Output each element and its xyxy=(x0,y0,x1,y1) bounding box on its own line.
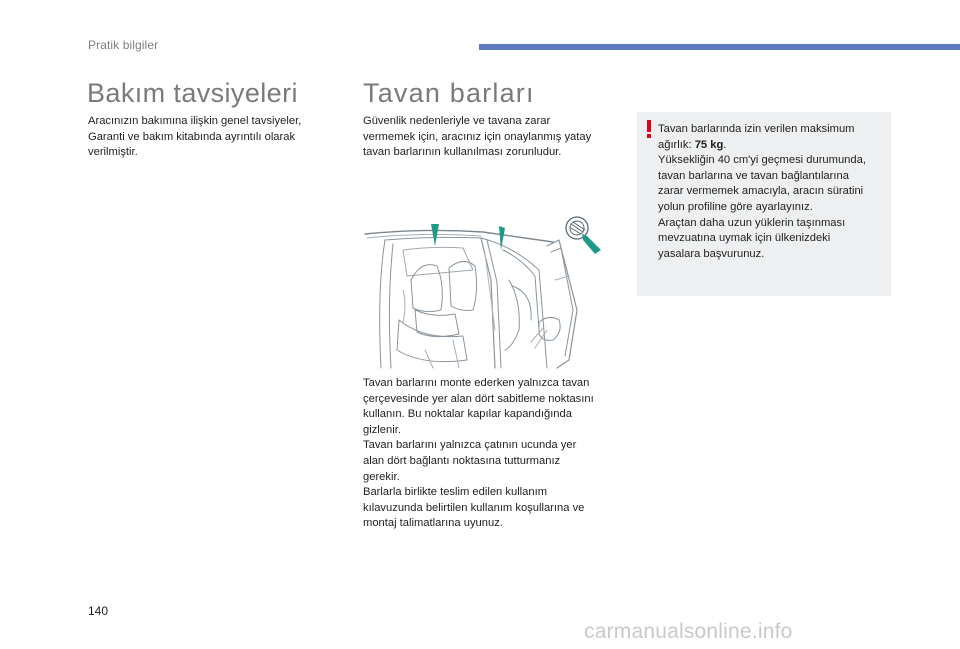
notice-rest: Yüksekliğin 40 cm'yi geçmesi durumunda, tavan barlarına ve tavan bağlantılarına zarar vermemek amacıyla, aracın süratini yolun profiline göre ayarlayınız. Araçtan daha uzun yüklerin taşınması mevzuatına uymak için ülkenizdeki yasalara başvurunuz. xyxy=(658,154,866,260)
notice-weight-end: . xyxy=(723,138,727,151)
warning-notice-text xyxy=(658,122,888,262)
section-header-bar xyxy=(479,44,960,50)
notice-weight-value: 75 kg xyxy=(694,138,724,151)
notice-line-1: Tavan barlarında izin verilen maksimum xyxy=(658,123,855,135)
warning-icon xyxy=(647,120,651,138)
page-number: 140 xyxy=(88,604,109,618)
roof-bars-intro-text: Güvenlik nedenleriyle ve tavana zarar vermemek için, aracınız için onaylanmış yatay tavan barlarının kullanılması zorunludur. xyxy=(363,115,592,159)
title-maintenance-advice: Bakım tavsiyeleri xyxy=(87,78,298,108)
title-roof-bars: Tavan barları xyxy=(363,78,535,108)
roof-bars-illustration xyxy=(363,210,613,370)
notice-weight-label: ağırlık: xyxy=(658,138,695,151)
maintenance-advice-text: Aracınızın bakımına ilişkin genel tavsiyeler, Garanti ve bakım kitabında ayrıntılı olarak verilmiştir. xyxy=(88,115,302,159)
watermark: carmanualsonline.info xyxy=(584,620,793,643)
section-header-label: Pratik bilgiler xyxy=(88,38,159,52)
car-roof-mounting-points-illustration xyxy=(363,210,613,370)
warning-notice-box xyxy=(637,112,891,296)
roof-bars-instructions-text: Tavan barlarını monte ederken yalnızca tavan çerçevesinde yer alan dört sabitleme noktasını kullanın. Bu noktalar kapılar kapandığında gizlenir. Tavan barlarını yalnızca çatının ucunda yer alan dört bağlantı noktasına tutturmanız gerekir. Barlarla birlikte teslim edilen kullanım kılavuzunda belirtilen kullanım koşullarına ve montaj talimatlarına uyunuz. xyxy=(363,377,594,530)
